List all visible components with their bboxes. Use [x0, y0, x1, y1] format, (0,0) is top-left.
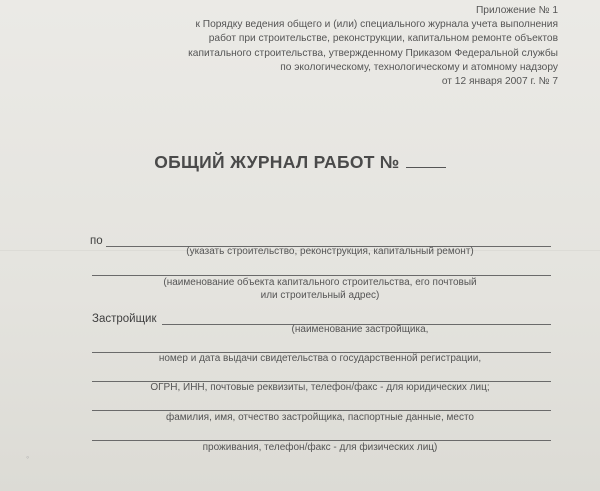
- developer-hint: (наименование застройщика,: [291, 324, 429, 335]
- appendix-line: от 12 января 2007 г. № 7: [441, 76, 558, 88]
- appendix-line: к Порядку ведения общего и (или) специального журнала учета выполнения: [195, 19, 558, 31]
- person-hint-2: проживания, телефон/факс - для физических лиц): [202, 442, 438, 453]
- legal-entity-hint: ОГРН, ИНН, почтовые реквизиты, телефон/факс - для юридических лиц;: [150, 382, 490, 393]
- object-name-hint-2: или строительный адрес): [260, 290, 380, 301]
- appendix-reference: [138, 4, 558, 89]
- po-label: по: [90, 235, 103, 247]
- object-name-hint-1: (наименование объекта капитального строительства, его почтовый: [163, 277, 477, 288]
- residence-field[interactable]: [92, 440, 551, 441]
- developer-label: Застройщик: [92, 313, 157, 325]
- appendix-line: работ при строительстве, реконструкции, капитальном ремонте объектов: [208, 33, 558, 45]
- appendix-line: Приложение № 1: [475, 5, 558, 16]
- person-hint-1: фамилия, имя, отчество застройщика, паспортные данные, место: [166, 412, 474, 423]
- paper-blemish: ◦: [26, 452, 30, 462]
- object-name-field[interactable]: [92, 275, 551, 276]
- journal-number-blank[interactable]: [406, 153, 446, 168]
- registration-hint: номер и дата выдачи свидетельства о государственной регистрации,: [158, 353, 482, 364]
- construction-type-hint: (указать строительство, реконструкция, капитальный ремонт): [186, 246, 474, 257]
- journal-title-text: ОБЩИЙ ЖУРНАЛ РАБОТ №: [154, 152, 400, 172]
- person-field[interactable]: [92, 410, 551, 411]
- journal-title: [0, 152, 600, 173]
- appendix-line: по экологическому, технологическому и атомному надзору: [280, 61, 558, 73]
- appendix-line: капитального строительства, утвержденному Приказом Федеральной службы: [188, 47, 558, 59]
